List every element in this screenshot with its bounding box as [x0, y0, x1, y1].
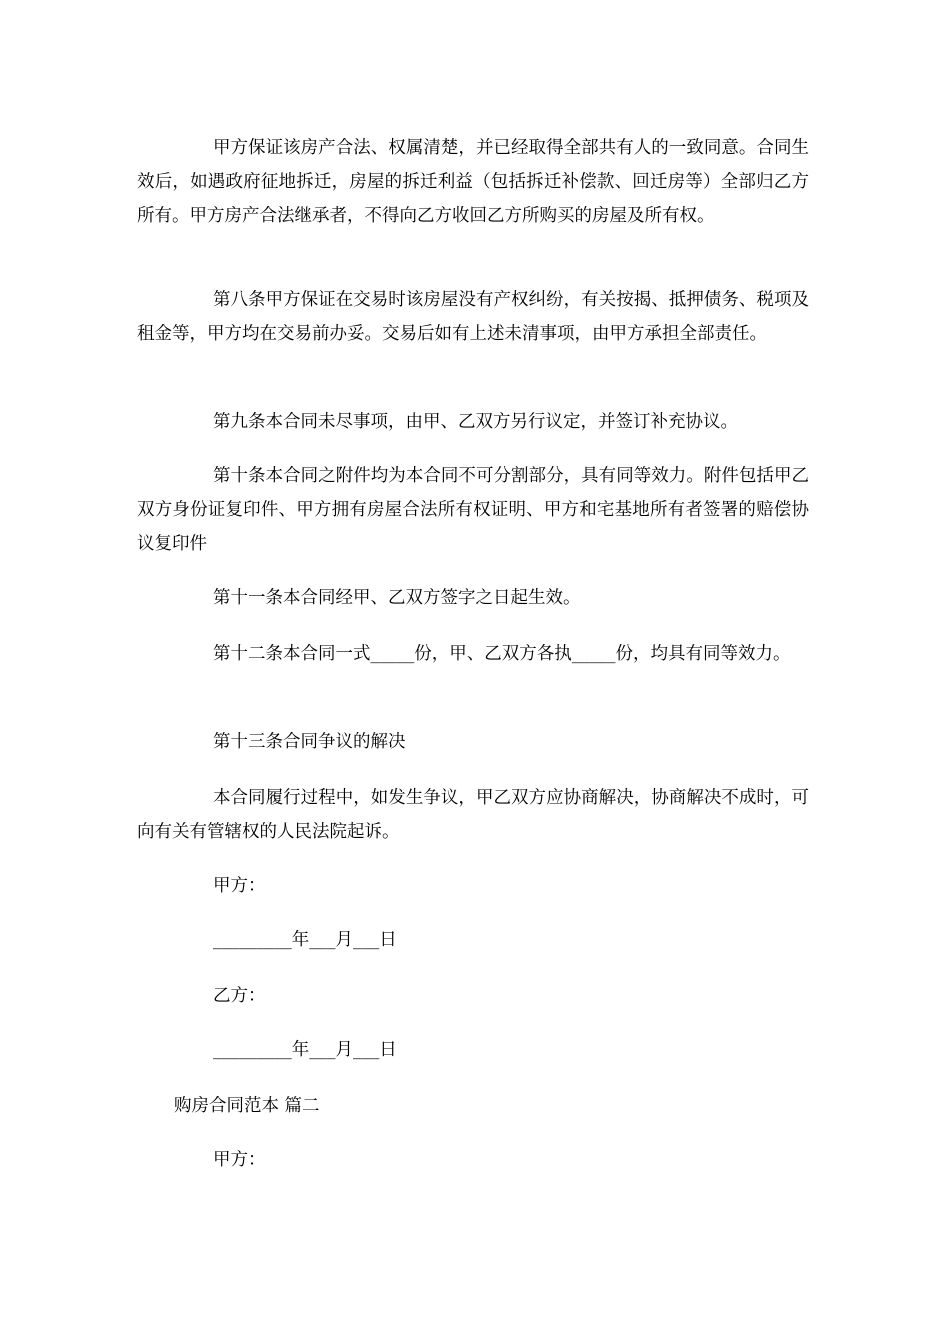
paragraph-ownership-guarantee: 甲方保证该房产合法、权属清楚，并已经取得全部共有人的一致同意。合同生效后，如遇政府征地拆迁，房屋的拆迁利益（包括拆迁补偿款、回迁房等）全部归乙方所有。甲方房产合法继承者，不得向乙方收回乙方所购买的房屋及所有权。	[137, 138, 809, 226]
next-party-a-label: 甲方：	[213, 1150, 266, 1170]
paragraph-article-9: 第九条本合同未尽事项，由甲、乙双方另行议定，并签订补充协议。	[213, 412, 738, 432]
paragraph-dispute-resolution: 本合同履行过程中，如发生争议，甲乙双方应协商解决，协商解决不成时，可向有关有管辖权的人民法院起诉。	[137, 788, 809, 842]
paragraph-article-12: 第十二条本合同一式_____份，甲、乙双方各执_____份，均具有同等效力。	[213, 644, 791, 664]
party-a-date: _________年___月___日	[213, 930, 397, 950]
party-b-label: 乙方：	[213, 986, 266, 1006]
party-b-date: _________年___月___日	[213, 1040, 397, 1060]
party-a-label: 甲方：	[213, 876, 266, 896]
paragraph-article-13-title: 第十三条合同争议的解决	[213, 732, 406, 752]
paragraph-article-10: 第十条本合同之附件均为本合同不可分割部分，具有同等效力。附件包括甲乙双方身份证复印件、甲方拥有房屋合法所有权证明、甲方和宅基地所有者签署的赔偿协议复印件	[137, 466, 809, 554]
section-title: 购房合同范本 篇二	[174, 1096, 320, 1116]
paragraph-article-11: 第十一条本合同经甲、乙双方签字之日起生效。	[213, 588, 581, 608]
paragraph-article-8: 第八条甲方保证在交易时该房屋没有产权纠纷，有关按揭、抵押债务、税项及租金等，甲方均在交易前办妥。交易后如有上述未清事项，由甲方承担全部责任。	[137, 290, 809, 344]
